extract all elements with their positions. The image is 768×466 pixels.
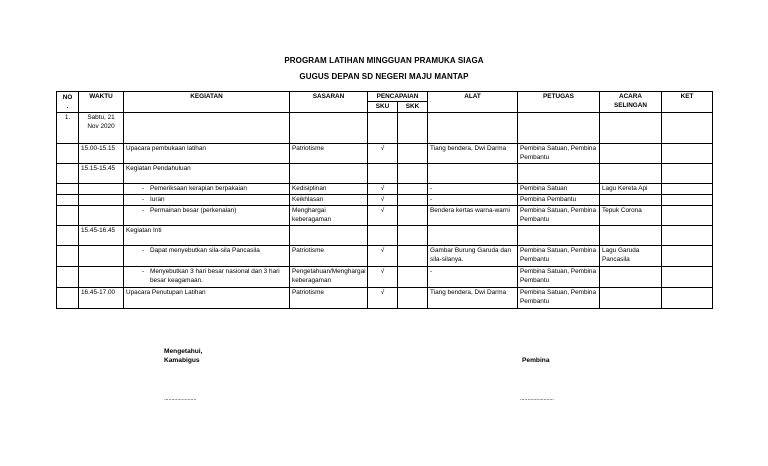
document-title: PROGRAM LATIHAN MINGGUAN PRAMUKA SIAGA — [284, 56, 484, 65]
header-petugas: PETUGAS — [518, 92, 600, 113]
cell-no — [57, 245, 79, 266]
cell-kegiatan: Kegiatan Pendahuluan — [124, 163, 290, 183]
cell-waktu: 16.45-17.00 — [79, 287, 124, 308]
cell-alat: Bendera kertas warna-warni — [428, 205, 518, 225]
cell-acara: Lagu Kereta Api — [600, 183, 662, 194]
cell-no — [57, 183, 79, 194]
cell-kegiatan: Kegiatan Inti — [124, 225, 290, 245]
cell-acara — [600, 194, 662, 205]
bullet-dash: - — [142, 267, 145, 275]
cell-ket — [662, 112, 713, 143]
cell-acara — [600, 112, 662, 143]
cell-sasaran — [290, 225, 368, 245]
cell-acara — [600, 143, 662, 163]
cell-alat — [428, 163, 518, 183]
cell-ket — [662, 245, 713, 266]
cell-alat: Tiang bendera, Dwi Darma — [428, 143, 518, 163]
cell-skk — [398, 112, 428, 143]
cell-skk — [398, 163, 428, 183]
cell-petugas — [518, 112, 600, 143]
cell-skk — [398, 205, 428, 225]
table-row — [57, 112, 713, 143]
table-row — [57, 183, 713, 194]
cell-acara: Tepuk Corona — [600, 205, 662, 225]
signature-line-right: ....................... — [520, 396, 554, 402]
cell-alat: Tiang bendera, Dwi Darma — [428, 287, 518, 308]
bullet-dash: - — [142, 246, 145, 254]
cell-kegiatan — [124, 112, 290, 143]
cell-kegiatan: - Iuran — [124, 194, 290, 205]
cell-sasaran: Keikhlasan — [290, 194, 368, 205]
cell-kegiatan: - Dapat menyebutkan sila-sila Pancasila — [124, 245, 290, 266]
cell-petugas: Pembina Satuan, Pembina Pembantu — [518, 245, 600, 266]
cell-waktu — [79, 194, 124, 205]
cell-alat — [428, 112, 518, 143]
cell-ket — [662, 194, 713, 205]
cell-sasaran: Patriotisme — [290, 287, 368, 308]
cell-kegiatan: - Permainan besar (perkenalan) — [124, 205, 290, 225]
cell-skk — [398, 266, 428, 287]
cell-ket — [662, 287, 713, 308]
cell-ket — [662, 225, 713, 245]
header-sku: SKU — [368, 102, 398, 112]
header-alat: ALAT — [428, 92, 518, 113]
table-row — [57, 225, 713, 245]
cell-petugas: Pembina Satuan, Pembina Pembantu — [518, 205, 600, 225]
cell-alat: - — [428, 266, 518, 287]
header-ket: KET — [662, 92, 713, 113]
cell-acara — [600, 287, 662, 308]
table-row — [57, 245, 713, 266]
cell-sku — [368, 112, 398, 143]
cell-petugas — [518, 225, 600, 245]
cell-sku: √ — [368, 143, 398, 163]
header-no: NO . — [57, 92, 79, 113]
cell-acara: Lagu Garuda Pancasila — [600, 245, 662, 266]
cell-alat: - — [428, 183, 518, 194]
cell-no — [57, 194, 79, 205]
cell-sku: √ — [368, 183, 398, 194]
cell-skk — [398, 225, 428, 245]
header-acara-selingan: ACARA SELINGAN — [600, 92, 662, 113]
cell-sku — [368, 163, 398, 183]
cell-petugas — [518, 163, 600, 183]
table-row — [57, 143, 713, 163]
cell-sasaran: Kedisiplinan — [290, 183, 368, 194]
cell-waktu: 15.00-15.15 — [79, 143, 124, 163]
cell-skk — [398, 287, 428, 308]
cell-sku: √ — [368, 205, 398, 225]
cell-ket — [662, 205, 713, 225]
cell-skk — [398, 143, 428, 163]
cell-sku: √ — [368, 194, 398, 205]
cell-waktu: 15.45-16.45 — [79, 225, 124, 245]
cell-kegiatan: Upacara pembukaan latihan — [124, 143, 290, 163]
cell-kegiatan: - Pemeriksaan kerapian berpakaian — [124, 183, 290, 194]
signature-line-left: ...................... — [164, 396, 197, 402]
cell-sku: √ — [368, 287, 398, 308]
cell-kegiatan: Upacara Penutupan Latihan — [124, 287, 290, 308]
cell-waktu — [79, 266, 124, 287]
cell-waktu — [79, 183, 124, 194]
cell-sasaran — [290, 112, 368, 143]
cell-skk — [398, 245, 428, 266]
cell-no — [57, 205, 79, 225]
cell-waktu: Sabtu, 21 Nov 2020 — [79, 112, 124, 143]
table-row — [57, 266, 713, 287]
bullet-dash: - — [142, 195, 145, 203]
cell-acara — [600, 266, 662, 287]
cell-sasaran: Patriotisme — [290, 245, 368, 266]
cell-no — [57, 266, 79, 287]
cell-sku: √ — [368, 245, 398, 266]
cell-ket — [662, 143, 713, 163]
cell-alat: - — [428, 194, 518, 205]
cell-waktu — [79, 245, 124, 266]
cell-no — [57, 163, 79, 183]
signature-left: Mengetahui, Kamabigus — [164, 348, 203, 364]
schedule-table — [56, 91, 713, 309]
bullet-dash: - — [142, 206, 145, 214]
bullet-dash: - — [142, 184, 145, 192]
cell-kegiatan: - Menyebutkan 3 hari besar nasional dan 3 hari besar keagamaan. — [124, 266, 290, 287]
table-row — [57, 194, 713, 205]
cell-no: 1. — [57, 112, 79, 143]
table-row — [57, 205, 713, 225]
cell-petugas: Pembina Satuan, Pembina Pembantu — [518, 143, 600, 163]
cell-alat — [428, 225, 518, 245]
document-subtitle: GUGUS DEPAN SD NEGERI MAJU MANTAP — [299, 72, 469, 81]
signature-right: Pembina — [522, 357, 550, 364]
header-pencapaian: PENCAPAIAN — [368, 92, 428, 102]
cell-ket — [662, 266, 713, 287]
cell-waktu — [79, 205, 124, 225]
cell-no — [57, 225, 79, 245]
cell-no — [57, 287, 79, 308]
header-waktu: WAKTU — [79, 92, 124, 113]
cell-sku — [368, 225, 398, 245]
cell-sasaran: Menghargai keberagaman — [290, 205, 368, 225]
table-row — [57, 163, 713, 183]
cell-ket — [662, 183, 713, 194]
cell-ket — [662, 163, 713, 183]
cell-sasaran: Pengetahuan/Menghargai keberagaman — [290, 266, 368, 287]
cell-no — [57, 143, 79, 163]
cell-sasaran: Patriotisme — [290, 143, 368, 163]
table-row — [57, 287, 713, 308]
cell-waktu: 15.15-15.45 — [79, 163, 124, 183]
cell-acara — [600, 163, 662, 183]
cell-petugas: Pembina Satuan, Pembina Pembantu — [518, 287, 600, 308]
cell-sku: √ — [368, 266, 398, 287]
cell-petugas: Pembina Satuan — [518, 183, 600, 194]
header-kegiatan: KEGIATAN — [124, 92, 290, 113]
cell-acara — [600, 225, 662, 245]
header-sasaran: SASARAN — [290, 92, 368, 113]
cell-sasaran — [290, 163, 368, 183]
cell-skk — [398, 194, 428, 205]
cell-petugas: Pembina Satuan, Pembina Pembantu — [518, 266, 600, 287]
cell-alat: Gambar Burung Garuda dan sila-silanya. — [428, 245, 518, 266]
header-skk: SKK — [398, 102, 428, 112]
cell-skk — [398, 183, 428, 194]
cell-petugas: Pembina Pembantu — [518, 194, 600, 205]
